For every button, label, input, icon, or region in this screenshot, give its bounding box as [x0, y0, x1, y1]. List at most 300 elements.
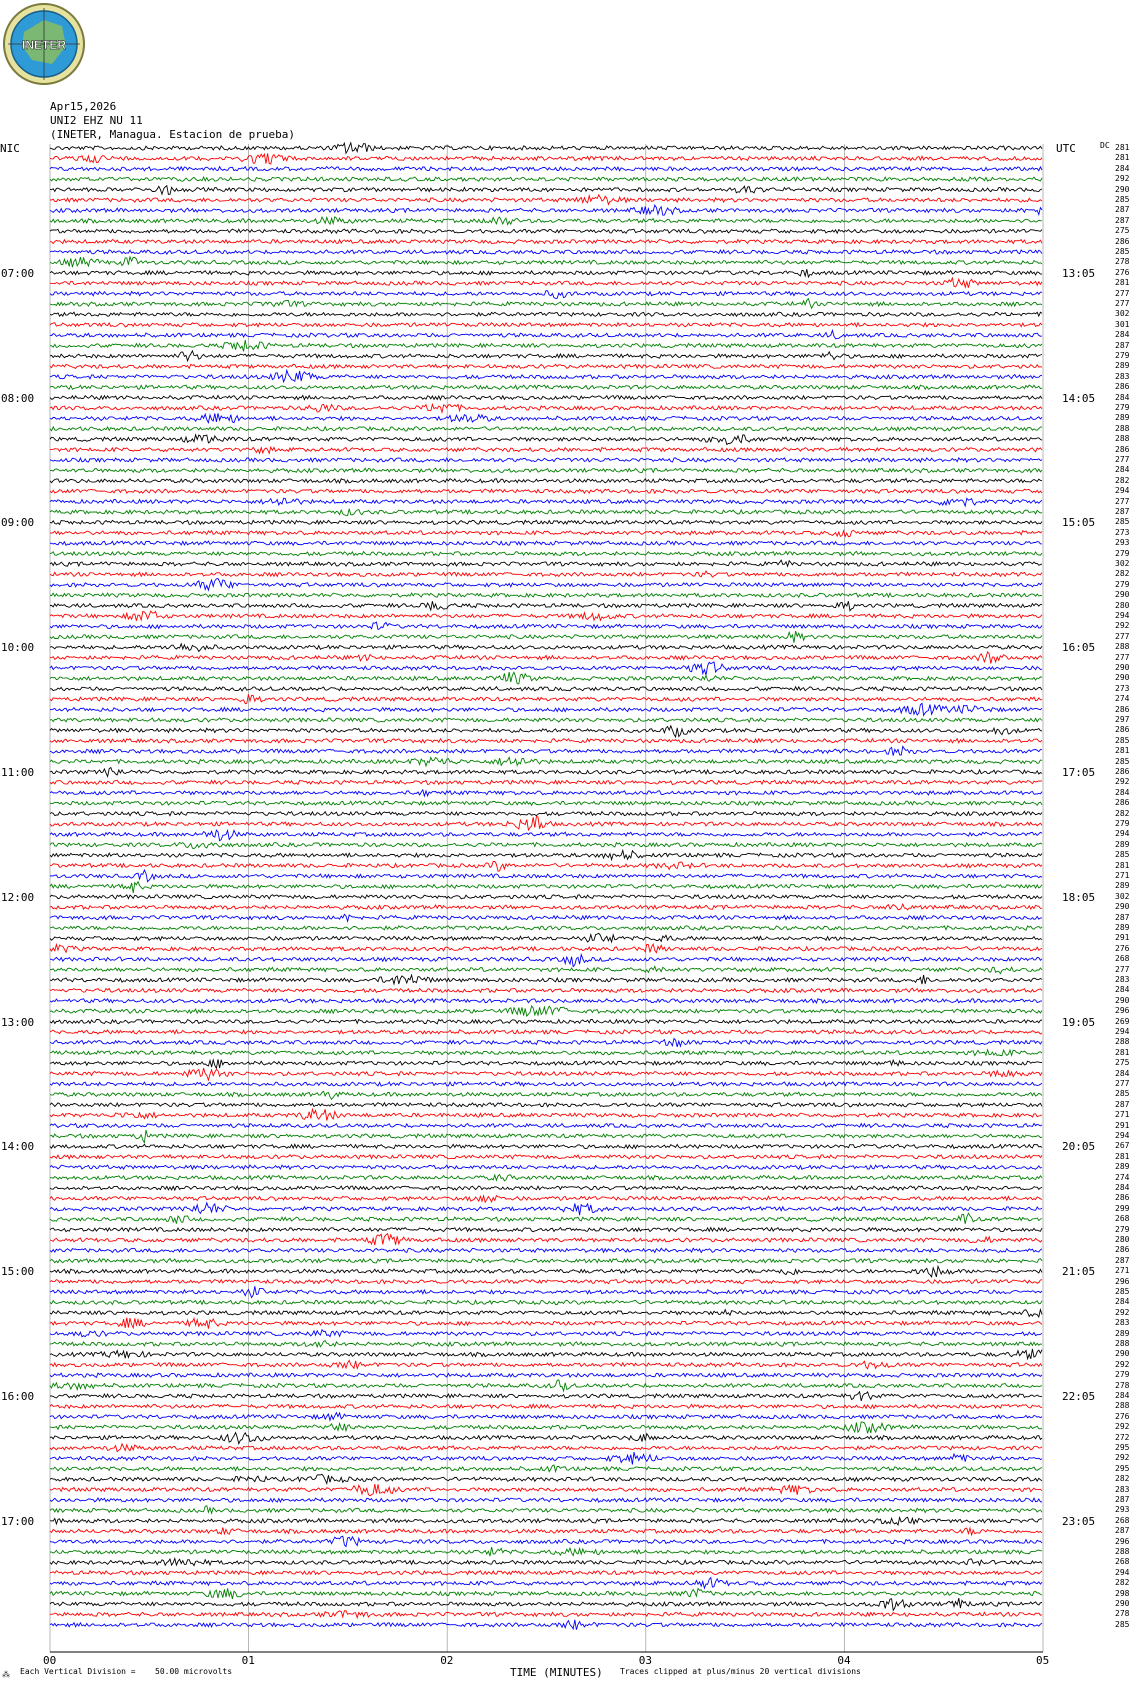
seismic-trace: [50, 687, 1042, 691]
dc-offset-label: 285: [1115, 1619, 1130, 1629]
seismic-trace: [50, 1620, 1042, 1630]
seismic-trace: [50, 1019, 1042, 1023]
dc-offset-label: 281: [1115, 153, 1130, 163]
seismic-trace: [50, 882, 1042, 893]
seismic-trace: [50, 250, 1042, 254]
seismic-trace: [50, 1109, 1042, 1120]
dc-offset-label: 290: [1115, 590, 1130, 600]
seismic-trace: [50, 988, 1042, 992]
dc-offset-label: 294: [1115, 611, 1130, 620]
dc-offset-label: 284: [1115, 163, 1130, 173]
seismic-trace: [50, 1318, 1042, 1329]
seismic-trace: [50, 1130, 1042, 1143]
x-tick-label: 03: [638, 1654, 653, 1667]
dc-offset-label: 288: [1115, 1401, 1130, 1411]
seismic-trace: [50, 1380, 1042, 1391]
seismic-trace: [50, 999, 1042, 1003]
seismic-trace: [50, 1006, 1042, 1016]
dc-offset-label: 289: [1115, 881, 1130, 891]
dc-offset-label: 268: [1115, 954, 1130, 964]
seismic-trace: [50, 1506, 1042, 1514]
seismic-trace: [50, 1341, 1042, 1347]
dc-offset-label: 292: [1115, 1422, 1130, 1432]
seismic-trace: [50, 843, 1042, 849]
left-timezone-label: NIC: [0, 142, 20, 155]
seismic-trace: [50, 1536, 1042, 1546]
left-hour-label: 10:00: [1, 641, 35, 655]
seismic-trace: [50, 1228, 1042, 1232]
dc-offset-label: 288: [1115, 1547, 1130, 1556]
dc-offset-label: 283: [1115, 975, 1130, 984]
dc-offset-label: 285: [1115, 850, 1130, 860]
dc-offset-label: 281: [1115, 143, 1130, 152]
seismic-trace: [50, 739, 1042, 743]
left-hour-label: 09:00: [1, 516, 35, 530]
scale-value: 50.00 microvolts: [155, 1667, 233, 1676]
seismic-trace: [50, 1155, 1042, 1159]
clip-note: Traces clipped at plus/minus 20 vertical divisions: [620, 1667, 861, 1676]
dc-offset-label: 286: [1115, 704, 1130, 714]
dc-offset-label: 273: [1115, 683, 1130, 693]
dc-offset-label: 268: [1115, 1557, 1130, 1567]
seismic-trace: [50, 768, 1042, 777]
dc-offset-label: 292: [1115, 1359, 1130, 1369]
seismic-trace: [50, 1452, 1042, 1464]
dc-offset-label: 286: [1115, 382, 1130, 392]
seismic-trace: [50, 1547, 1042, 1556]
x-axis-label: TIME (MINUTES): [510, 1666, 603, 1679]
seismic-trace: [50, 1103, 1042, 1107]
seismic-trace: [50, 468, 1042, 472]
dc-offset-label: 281: [1115, 746, 1130, 756]
seismic-trace: [50, 1528, 1042, 1535]
seismic-trace: [50, 1213, 1042, 1224]
seismic-trace: [50, 1498, 1042, 1502]
scale-caption: Each Vertical Division =: [20, 1667, 136, 1676]
x-tick-label: 00: [43, 1654, 57, 1667]
seismic-trace: [50, 1373, 1042, 1377]
seismic-trace: [50, 458, 1042, 462]
logo-text: INETER: [21, 38, 67, 52]
dc-offset-label: 279: [1115, 1224, 1130, 1234]
dc-offset-label: 278: [1115, 257, 1130, 267]
dc-offset-label: 293: [1115, 1505, 1130, 1515]
dc-offset-label: 292: [1115, 621, 1130, 631]
right-hour-label: 19:05: [1062, 1015, 1096, 1029]
seismic-trace: [50, 1465, 1042, 1472]
seismic-trace: [50, 530, 1042, 536]
seismic-trace: [50, 593, 1042, 597]
seismic-trace: [50, 1484, 1042, 1496]
dc-offset-label: 299: [1115, 1203, 1130, 1213]
dc-offset-label: 289: [1115, 1328, 1130, 1338]
seismic-trace: [50, 1039, 1042, 1047]
dc-offset-label: 284: [1115, 465, 1130, 475]
x-tick-label: 04: [837, 1654, 851, 1667]
seismic-trace: [50, 1310, 1042, 1317]
dc-offset-label: 277: [1115, 496, 1130, 506]
seismic-trace: [50, 895, 1042, 899]
seismic-trace: [50, 790, 1042, 796]
right-hour-label: 13:05: [1062, 266, 1096, 280]
dc-offset-label: 282: [1115, 569, 1130, 579]
left-hour-label: 07:00: [1, 266, 35, 280]
seismic-trace: [50, 662, 1042, 675]
seismic-trace: [50, 652, 1042, 664]
dc-offset-label: 287: [1115, 215, 1130, 225]
dc-offset-label: 288: [1115, 423, 1130, 433]
seismic-trace: [50, 257, 1042, 267]
dc-offset-label: 296: [1115, 1276, 1130, 1286]
left-hour-label: 17:00: [1, 1514, 35, 1528]
seismic-trace: [50, 933, 1042, 942]
seismic-trace: [50, 1091, 1042, 1099]
dc-offset-label: 295: [1115, 1463, 1130, 1473]
dc-offset-label: 288: [1115, 642, 1130, 652]
dc-offset-label: 275: [1115, 226, 1130, 236]
dc-offset-label: 290: [1115, 995, 1130, 1005]
dc-offset-label: 294: [1115, 486, 1130, 496]
dc-offset-label: 275: [1115, 1058, 1130, 1068]
seismic-trace: [50, 1474, 1042, 1483]
station-date: Apr15,2026: [50, 100, 117, 113]
seismic-trace: [50, 1082, 1042, 1086]
dc-offset-label: 284: [1115, 1068, 1130, 1078]
dc-offset-label: 283: [1115, 1484, 1130, 1494]
seismic-trace: [50, 975, 1042, 984]
seismic-trace: [50, 167, 1042, 171]
dc-offset-label: 290: [1115, 1349, 1130, 1359]
dc-offset-label: 287: [1115, 912, 1130, 922]
seismic-trace: [50, 850, 1042, 859]
dc-offset-label: 284: [1115, 330, 1130, 340]
dc-offset-label: 290: [1115, 673, 1130, 683]
dc-offset-label: 286: [1115, 1245, 1130, 1255]
dc-offset-label: 302: [1115, 559, 1130, 568]
dc-offset-label: 295: [1115, 1443, 1130, 1452]
seismic-trace: [50, 1286, 1042, 1297]
dc-offset-label: 302: [1115, 891, 1130, 901]
dc-offset-label: 271: [1115, 1266, 1130, 1276]
dc-offset-label: 286: [1115, 236, 1130, 246]
seismic-trace: [50, 817, 1042, 831]
dc-offset-label: 285: [1115, 517, 1130, 527]
dc-offset-label: 285: [1115, 735, 1130, 745]
dc-offset-label: 274: [1115, 1172, 1130, 1182]
dc-offset-label: 285: [1115, 1287, 1130, 1296]
dc-offset-label: 284: [1115, 1183, 1130, 1192]
seismic-trace: [50, 757, 1042, 766]
seismic-trace: [50, 498, 1042, 506]
seismic-trace: [50, 830, 1042, 841]
seismic-trace: [50, 926, 1042, 930]
dc-offset-label: 282: [1115, 1474, 1130, 1484]
left-hour-label: 08:00: [1, 391, 35, 405]
seismic-trace: [50, 1404, 1042, 1408]
seismic-trace: [50, 323, 1042, 327]
seismic-trace: [50, 427, 1042, 431]
dc-offset-label: 279: [1115, 403, 1130, 412]
right-hour-label: 14:05: [1062, 391, 1096, 405]
seismic-trace: [50, 1203, 1042, 1215]
dc-offset-label: 281: [1115, 860, 1130, 870]
dc-offset-label: 283: [1115, 371, 1130, 381]
dc-offset-label: 288: [1115, 434, 1130, 444]
seismic-trace: [50, 551, 1042, 555]
seismic-trace: [50, 278, 1042, 288]
dc-offset-label: 285: [1115, 1089, 1130, 1099]
dc-offset-label: 280: [1115, 1235, 1130, 1244]
right-hour-label: 22:05: [1062, 1390, 1096, 1403]
seismic-trace: [50, 205, 1042, 215]
seismic-trace: [50, 631, 1042, 643]
seismic-trace: [50, 746, 1042, 755]
seismic-trace: [50, 1433, 1042, 1444]
dc-offset-label: 277: [1115, 299, 1130, 308]
dc-offset-label: 277: [1115, 1079, 1130, 1088]
seismic-trace: [50, 541, 1042, 545]
dc-offset-label: 284: [1115, 1391, 1130, 1400]
dc-offset-label: 281: [1115, 1047, 1130, 1057]
seismic-trace: [50, 601, 1042, 611]
seismic-trace: [50, 622, 1042, 629]
seismic-trace: [50, 1068, 1042, 1080]
seismic-trace: [50, 1413, 1042, 1421]
right-hour-label: 20:05: [1062, 1140, 1096, 1154]
station-description: (INETER, Managua. Estacion de prueba): [50, 128, 296, 141]
seismic-trace: [50, 351, 1042, 361]
seismic-trace: [50, 726, 1042, 737]
seismic-trace: [50, 1186, 1042, 1190]
seismic-trace: [50, 1175, 1042, 1181]
dc-offset-label: 285: [1115, 756, 1130, 766]
seismic-trace: [50, 904, 1042, 910]
x-tick-label: 05: [1036, 1654, 1050, 1667]
dc-offset-label: 279: [1115, 819, 1130, 828]
seismic-trace: [50, 1280, 1042, 1284]
right-timezone-label: UTC: [1056, 142, 1076, 155]
seismic-trace: [50, 1059, 1042, 1068]
seismic-trace: [50, 1165, 1042, 1169]
dc-offset-label: 290: [1115, 663, 1130, 672]
dc-offset-label: 282: [1115, 808, 1130, 818]
dc-offset-label: 276: [1115, 943, 1130, 953]
dc-offset-label: 279: [1115, 351, 1130, 360]
seismic-trace: [50, 195, 1042, 205]
dc-offset-label: 268: [1115, 1214, 1130, 1224]
dc-offset-label: 301: [1115, 319, 1130, 329]
seismic-trace: [50, 801, 1042, 805]
seismic-trace: [50, 1588, 1042, 1599]
seismic-trace: [50, 447, 1042, 453]
left-hour-label: 15:00: [1, 1265, 35, 1279]
right-hour-label: 16:05: [1062, 641, 1096, 655]
seismic-trace: [50, 370, 1042, 382]
dc-offset-label: 278: [1115, 1380, 1130, 1390]
seismic-trace: [50, 404, 1042, 412]
dc-offset-label: 288: [1115, 1339, 1130, 1348]
dc-offset-label: 297: [1115, 715, 1130, 724]
dc-offset-label: 278: [1115, 1609, 1130, 1619]
dc-offset-label: 284: [1115, 985, 1130, 995]
dc-offset-label: 294: [1115, 1567, 1130, 1577]
seismic-trace: [50, 1578, 1042, 1589]
seismic-trace: [50, 385, 1042, 389]
seismic-trace: [50, 413, 1042, 422]
seismic-trace: [50, 1050, 1042, 1056]
seismic-trace: [50, 611, 1042, 621]
dc-offset-label: 287: [1115, 1495, 1130, 1504]
dc-offset-label: 287: [1115, 1526, 1130, 1536]
dc-offset-label: 277: [1115, 964, 1130, 974]
seismic-trace: [50, 672, 1042, 684]
left-hour-label: 16:00: [1, 1390, 35, 1403]
dc-offset-label: 289: [1115, 839, 1130, 849]
seismic-trace: [50, 1349, 1042, 1359]
seismic-trace: [50, 1330, 1042, 1337]
seismic-trace: [50, 240, 1042, 244]
seismic-trace: [50, 811, 1042, 815]
seismic-trace: [50, 571, 1042, 577]
dc-offset-label: 271: [1115, 1110, 1130, 1120]
seismic-trace: [50, 870, 1042, 882]
dc-offset-label: 286: [1115, 767, 1130, 776]
dc-offset-label: 276: [1115, 1411, 1130, 1421]
footer-mark: ⁂: [2, 1670, 10, 1679]
dc-offset-label: 291: [1115, 933, 1130, 943]
seismic-trace: [50, 862, 1042, 872]
dc-offset-label: 286: [1115, 444, 1130, 454]
dc-offset-label: 288: [1115, 1037, 1130, 1047]
dc-offset-label: 285: [1115, 247, 1130, 256]
dc-offset-label: 290: [1115, 902, 1130, 912]
seismic-trace: [50, 153, 1042, 164]
seismic-trace: [50, 479, 1042, 483]
ineter-logo: [2, 2, 86, 86]
dc-offset-label: 289: [1115, 413, 1130, 423]
dc-offset-label: 287: [1115, 205, 1130, 215]
right-hour-label: 17:05: [1062, 766, 1096, 779]
dc-offset-label: 274: [1115, 694, 1130, 704]
dc-offset-label: 287: [1115, 340, 1130, 350]
seismic-trace: [50, 1598, 1042, 1610]
left-hour-label: 13:00: [1, 1015, 35, 1029]
dc-offset-label: 284: [1115, 787, 1130, 797]
seismic-trace: [50, 186, 1042, 195]
dc-offset-label: 287: [1115, 507, 1130, 516]
seismic-trace: [50, 177, 1042, 181]
seismic-trace: [50, 489, 1042, 493]
channel-name: UNI2 EHZ NU 11: [50, 114, 143, 127]
seismic-trace: [50, 364, 1042, 368]
dc-offset-label: 292: [1115, 1453, 1130, 1463]
dc-offset-label: 273: [1115, 527, 1130, 537]
dc-offset-label: 284: [1115, 392, 1130, 402]
seismic-trace: [50, 143, 1042, 153]
seismic-trace: [50, 509, 1042, 516]
seismic-trace: [50, 1517, 1042, 1525]
seismic-trace: [50, 269, 1042, 277]
seismic-trace: [50, 340, 1042, 351]
seismic-trace: [50, 644, 1042, 652]
seismic-trace: [50, 1196, 1042, 1203]
left-hour-label: 14:00: [1, 1140, 35, 1154]
dc-offset-label: 289: [1115, 1162, 1130, 1172]
dc-offset-label: 292: [1115, 777, 1130, 787]
seismic-trace: [50, 955, 1042, 967]
seismic-trace: [50, 291, 1042, 299]
dc-offset-label: 268: [1115, 1515, 1130, 1525]
dc-offset-label: 277: [1115, 455, 1130, 464]
right-hour-label: 15:05: [1062, 516, 1096, 530]
dc-offset-label: 298: [1115, 1588, 1130, 1598]
seismic-trace: [50, 718, 1042, 722]
left-hour-label: 12:00: [1, 890, 35, 904]
right-hour-label: 18:05: [1062, 890, 1096, 904]
dc-offset-label: 282: [1115, 1578, 1130, 1588]
dc-offset-label: 286: [1115, 798, 1130, 808]
x-tick-label: 01: [241, 1654, 255, 1667]
dc-offset-label: 281: [1115, 278, 1130, 288]
seismic-trace: [50, 1571, 1042, 1575]
dc-offset-label: 293: [1115, 538, 1130, 548]
seismic-trace: [50, 1422, 1042, 1433]
seismic-trace: [50, 1030, 1042, 1034]
dc-offset-label: 279: [1115, 579, 1130, 589]
dc-offset-label: 287: [1115, 1255, 1130, 1265]
dc-offset-label: 272: [1115, 1432, 1130, 1442]
dc-offset-label: 294: [1115, 829, 1130, 839]
seismic-trace: [50, 703, 1042, 715]
seismic-trace: [50, 1300, 1042, 1304]
seismic-trace: [50, 694, 1042, 703]
seismic-trace: [50, 299, 1042, 309]
seismic-trace: [50, 1124, 1042, 1128]
seismic-trace: [50, 1248, 1042, 1252]
dc-offset-label: 284: [1115, 1297, 1130, 1307]
dc-offset-label: 276: [1115, 267, 1130, 277]
dc-offset-label: 290: [1115, 1599, 1130, 1608]
dc-offset-label: 269: [1115, 1016, 1130, 1026]
dc-offset-label: 282: [1115, 475, 1130, 485]
dc-offset-label: 267: [1115, 1141, 1130, 1151]
dc-offset-label: 302: [1115, 309, 1130, 319]
seismic-trace: [50, 1144, 1042, 1148]
dc-offset-label: 277: [1115, 631, 1130, 641]
dc-offset-label: 289: [1115, 361, 1130, 371]
dc-offset-label: 279: [1115, 548, 1130, 558]
seismic-trace: [50, 1259, 1042, 1263]
dc-offset-label: 292: [1115, 174, 1130, 184]
seismic-trace: [50, 1611, 1042, 1618]
dc-offset-label: 291: [1115, 1120, 1130, 1130]
seismic-trace: [50, 1444, 1042, 1452]
dc-offset-label: 279: [1115, 1370, 1130, 1380]
seismic-trace: [50, 780, 1042, 784]
seismic-trace: [50, 944, 1042, 953]
dc-offset-label: 296: [1115, 1536, 1130, 1546]
seismic-trace: [50, 1559, 1042, 1566]
seismic-trace: [50, 1234, 1042, 1246]
seismic-trace: [50, 217, 1042, 225]
dc-offset-label: 296: [1115, 1006, 1130, 1016]
seismic-trace: [50, 435, 1042, 445]
dc-offset-label: 280: [1115, 600, 1130, 610]
seismic-trace: [50, 1360, 1042, 1368]
dc-offset-label: 290: [1115, 184, 1130, 194]
seismic-trace: [50, 1392, 1042, 1401]
dc-offset-label: 277: [1115, 288, 1130, 298]
